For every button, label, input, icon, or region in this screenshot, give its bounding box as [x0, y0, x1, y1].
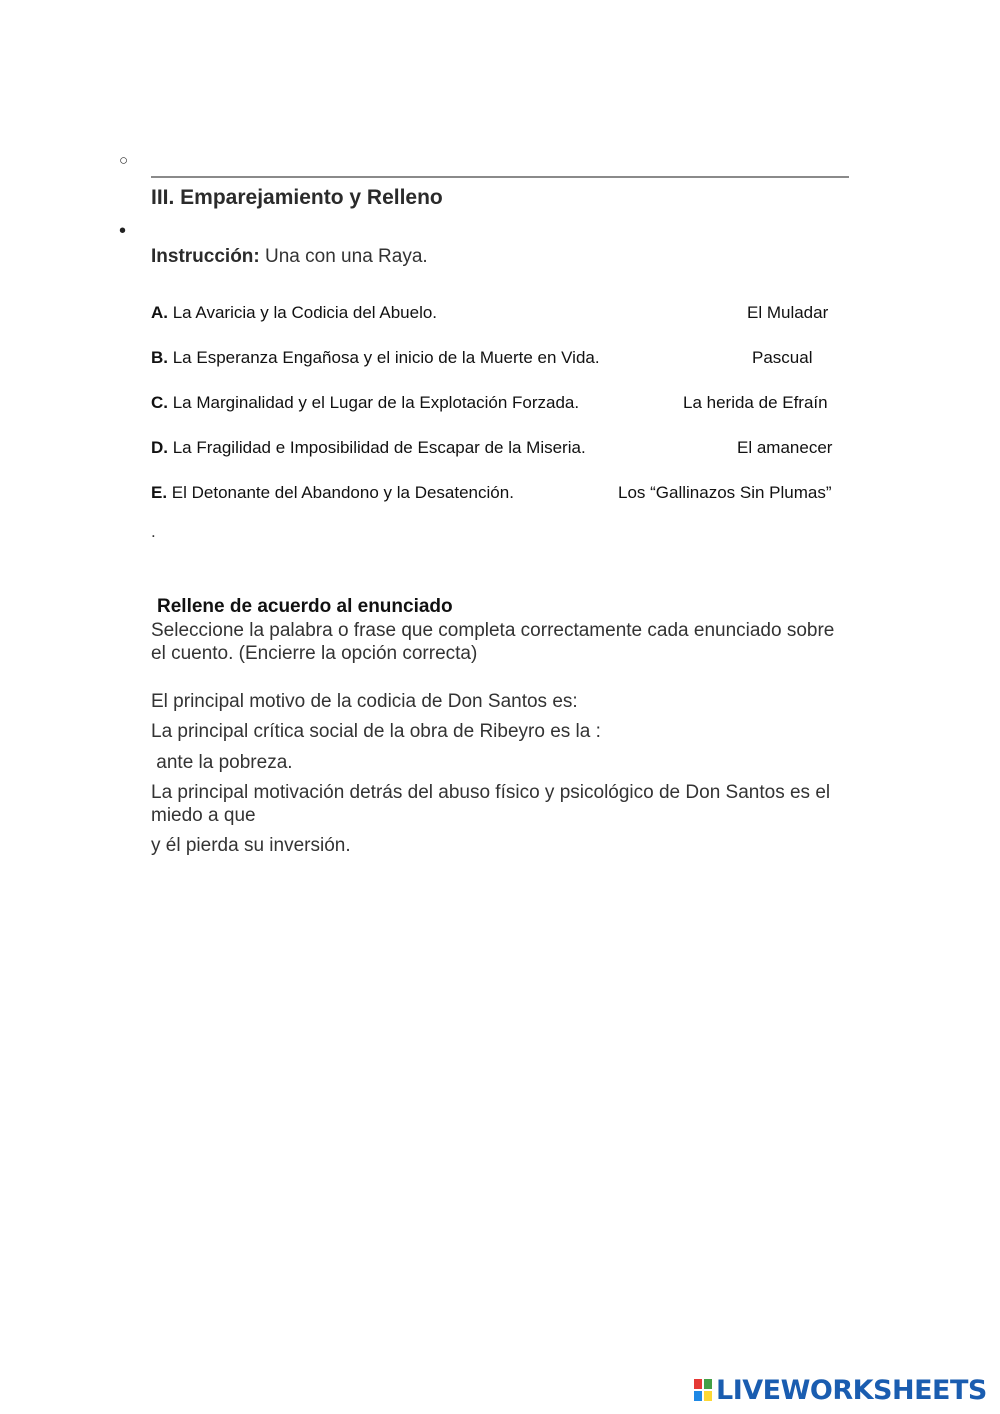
statement-4: La principal motivación detrás del abuso físico y psicológico de Don Santos es el miedo a que: [151, 782, 831, 826]
match-answer-la-herida-de-efrain[interactable]: La herida de Efraín: [683, 393, 828, 412]
statement-5: y él pierda su inversión.: [151, 835, 351, 856]
liveworksheets-logo-text: LIVEWORKSHEETS: [716, 1374, 987, 1406]
match-text: La Avaricia y la Codicia del Abuelo.: [168, 303, 438, 322]
statement-2: La principal crítica social de la obra de Ribeyro es la :: [151, 721, 601, 742]
fill-description: Seleccione la palabra o frase que completa correctamente cada enunciado sobre el cuento. (Encierre la opción correcta): [151, 620, 835, 664]
fill-heading: Rellene de acuerdo al enunciado: [157, 596, 453, 617]
trailing-period: .: [151, 522, 156, 541]
logo-tile-blue: [693, 1390, 703, 1402]
liveworksheets-logo-icon: [693, 1378, 713, 1402]
match-answer-el-muladar[interactable]: El Muladar: [747, 303, 829, 322]
match-text: La Marginalidad y el Lugar de la Explotación Forzada.: [168, 393, 580, 412]
logo-tile-yellow: [703, 1390, 713, 1402]
circle-bullet: ○: [119, 152, 129, 169]
match-item-e: [151, 483, 514, 503]
section-divider: [151, 176, 849, 178]
match-answer-el-amanecer[interactable]: El amanecer: [737, 438, 833, 457]
dot-bullet: •: [119, 220, 127, 242]
match-letter: D.: [151, 438, 168, 457]
match-letter: B.: [151, 348, 168, 367]
match-item-d: [151, 438, 586, 458]
match-letter: C.: [151, 393, 168, 412]
instruction-text: Una con una Raya.: [259, 246, 428, 267]
match-answer-los-gallinazos-sin-plumas[interactable]: Los “Gallinazos Sin Plumas”: [618, 483, 832, 502]
match-item-a: [151, 303, 437, 323]
match-answer-pascual[interactable]: Pascual: [752, 348, 813, 367]
match-text: El Detonante del Abandono y la Desatención.: [167, 483, 514, 502]
logo-tile-red: [693, 1378, 703, 1390]
logo-tile-green: [703, 1378, 713, 1390]
instruction: [151, 246, 428, 268]
match-text: La Fragilidad e Imposibilidad de Escapar de la Miseria.: [168, 438, 586, 457]
statement-3: ante la pobreza.: [151, 752, 293, 773]
match-letter: E.: [151, 483, 168, 502]
match-item-b: [151, 348, 600, 368]
statement-1: El principal motivo de la codicia de Don Santos es:: [151, 691, 578, 712]
match-letter: A.: [151, 303, 168, 322]
match-text: La Esperanza Engañosa y el inicio de la Muerte en Vida.: [168, 348, 600, 367]
instruction-label: Instrucción:: [151, 246, 260, 267]
section-title: III. Emparejamiento y Relleno: [151, 186, 443, 209]
match-item-c: [151, 393, 579, 413]
liveworksheets-logo: [693, 1373, 993, 1407]
